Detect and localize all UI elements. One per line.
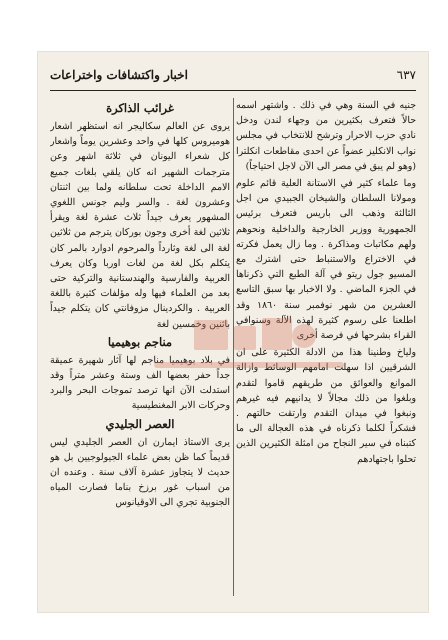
section-heading: مناجم بوهيميا: [107, 334, 173, 349]
paragraph: جنيه في السنة وهي في ذلك . واشتهر اسمه حالاً فتعرف بكثيرين من وجهاء لندن ودخل نادي حزب الاحرار وترشح للانتخاب في مجلس نواب الانكليز عضواً عن احدى مقاطعات انكلترا (وهو لم يبق في مصر الى الآن لاجل احتياجاً): [236, 100, 416, 172]
paragraph: يرى الاستاذ ايمارن ان العصر الجليدي ليس قديماً كما ظن بعض علماء الجيولوجيين بل هو حديث لا يتجاوز عشرة آلاف سنة . وعنده ان من اسباب غور برزخ بناما فصارت المياه الجنوبية تجري الى الاوقيانوس: [50, 436, 230, 509]
paragraph: في بلاد بوهيميا مناجم لها آثار شهيرة عميقة جداً حفر بعضها الف وستة وعشر متراً وقد استدلت الآن انها ترصد تموجات البحر والبرد وحركات الابر المغنطيسية: [50, 354, 230, 412]
section-heading: غرائب الذاكرة: [106, 101, 174, 115]
header-rule: [50, 90, 416, 91]
book-page: [38, 52, 428, 612]
left-column: [50, 98, 230, 598]
column-divider: [233, 98, 234, 596]
paragraph: ولياخ وطنينا هذا من الادلة الكثيرة على ان الشرقيين اذا سهلت امامهم الوسائط وازالة الموانع والعوائق من طريقهم قاموا لتقدم وبلغوا من ذلك مجالاً لا يدانيهم فيه غيرهم ونبغوا في ميدان التقدم وارتقت حالتهم . فشكراً لكلما ذكرناه في هذه العجالة الى ما كتبناه في سير النجاح من امثلة الكثيرين الذين تحلوا باجتهادهم: [236, 347, 416, 465]
page-number: ٦٣٧: [396, 68, 416, 82]
section-heading: العصر الجليدي: [105, 416, 175, 431]
paragraph: وما علماء كثير في الاستانة العلية قائم علوم ومولانا السلطان والشيخان الجبيدي من اجل الثالثة وذهب الى باريس فتعرف برئيس الجمهورية ووزير الخارجية والداخلية ونحوهم ولهم مكاتبات ومذاكرة . وما زال يعمل فكرته في الاختراع والاستنباط حتى اشترك مع المسيو جول ريتو في آلة الطبع التي ذكرناها في الجزء الماضي . ولا الاخبار بها سبق التاسع العشرين من شهر نوفمبر سنة ١٨٦٠ وقد اطلعنا على رسوم كثيرة لهذه الآلة وسنوافي القراء بشرحها في فرصة أخرى: [236, 178, 416, 342]
page-header: [50, 62, 416, 88]
running-title: اخبار واكتشافات واختراعات: [50, 68, 188, 82]
right-column: [236, 98, 416, 598]
paragraph: يروى عن العالم سكاليجر انه استظهر اشعار هوميروس كلها في واحد وعشرين يوماً واشعار كل شعراء اليونان في ثلاثة اشهر وعن مترجمات الشهير انه كان يلقي بلغات جميع الامم الداخلة تحت سلطانه ولما بين اثنتان وعشرون لغة . والسر وليم جونس اللغوي المشهور يعرف جيداً ثلاث عشرة لغة ويقرأ ثلاثين لغة أخرى وجون بوركان يترجم من ثلاثين لغة الى لغة وثارداً والمرحوم ادوارد بالمر كان يتكلم بكل لغة من لغات اوربا وكان يعرف العربية والفارسية والهندستانية والتركية حتى بعد من العلماء فيها وله مؤلفات كثيرة باللغة العربية . والكردينال مزوفانتي كان يتكلم جيداً باثنين وخمسين لغة: [50, 121, 230, 330]
